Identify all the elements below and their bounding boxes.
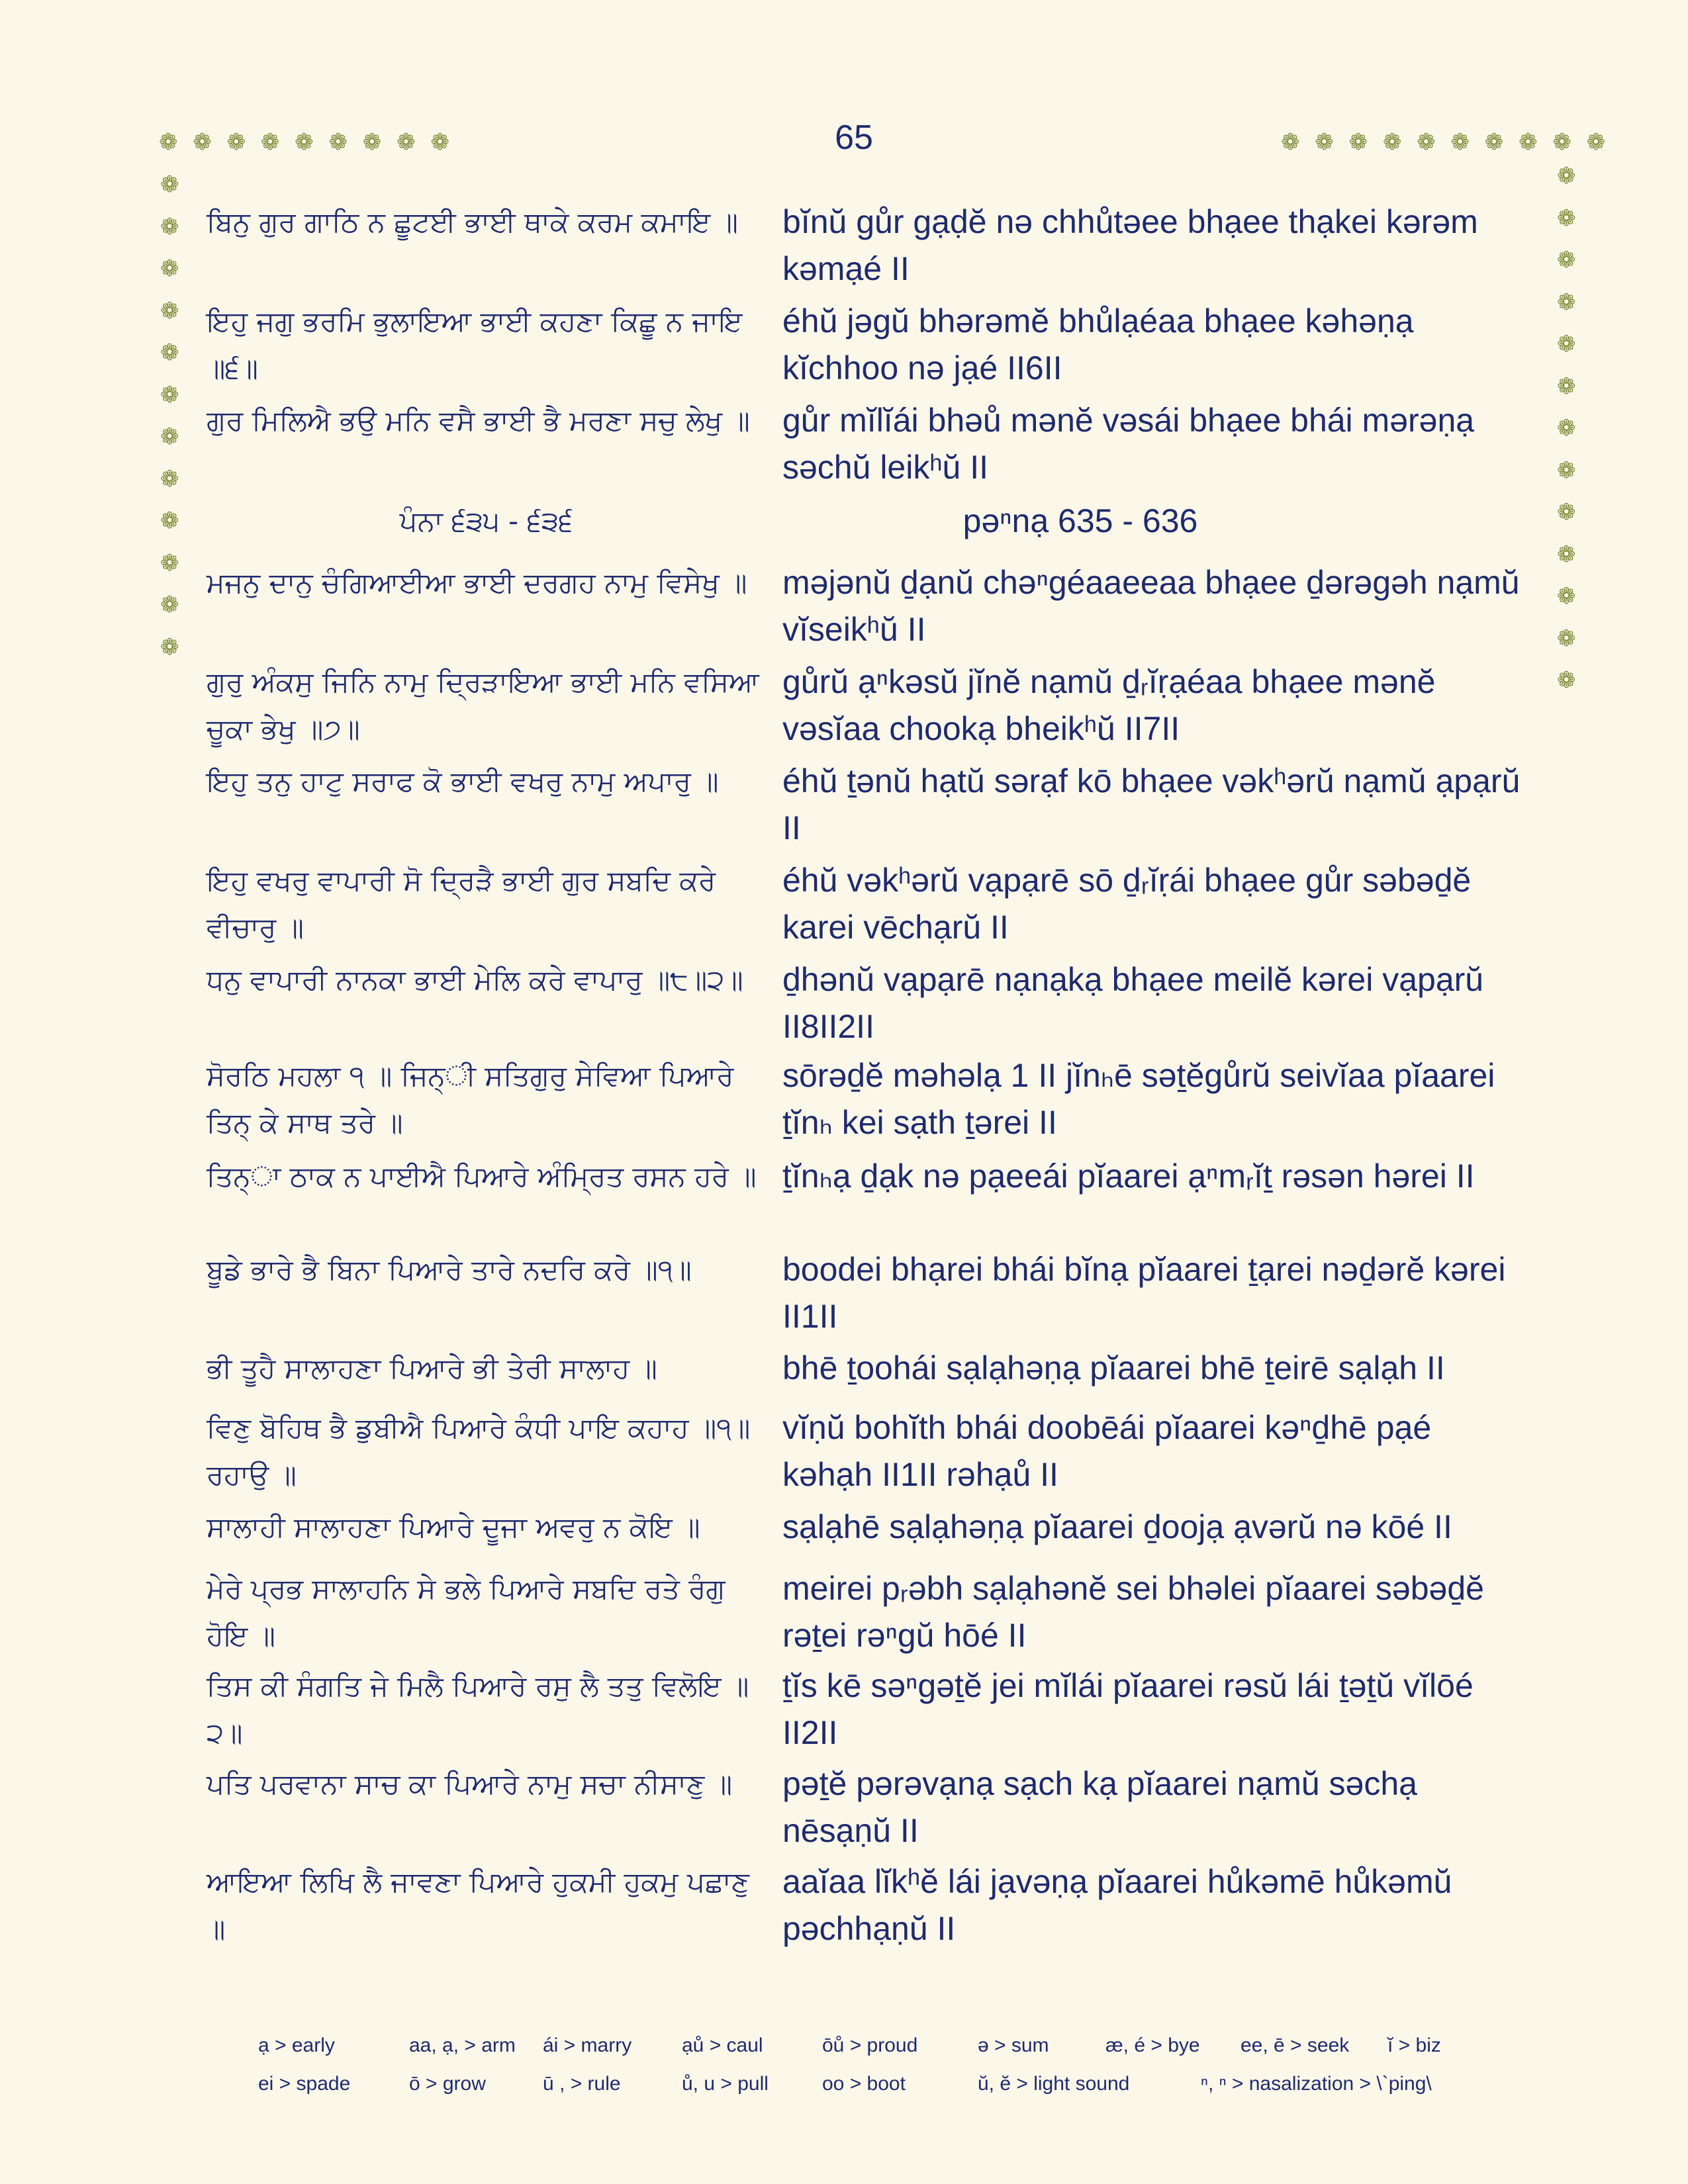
- legend-item: ū , > rule: [543, 2073, 621, 2095]
- legend-item: ů, u > pull: [682, 2073, 769, 2095]
- verse-line: [207, 758, 1530, 846]
- gurmukhi-text: ਧਨੁ ਵਾਪਾਰੀ ਨਾਨਕਾ ਭਾਈ ਮੇਲਿ ਕਰੇ ਵਾਪਾਰੁ ॥੮॥੨॥: [207, 964, 743, 996]
- transliteration-text: ṯĭs kē səⁿgəṯĕ jei mĭlái pĭaarei rəsŭ lái ṯəṯŭ vĭlōé II2II: [782, 1667, 1483, 1751]
- transliteration-text: pəṯĕ pərəvạnạ sạch kạ pĭaarei nạmŭ səchạ nēsạṇŭ II: [782, 1765, 1427, 1849]
- verse-line: [207, 1565, 1530, 1659]
- transliteration-text: vĭṇŭ bohĭth bhái doobēái pĭaarei kəⁿḏhē pạé kəhạh II1II rəhạů II: [782, 1409, 1441, 1493]
- gurmukhi-page-reference: ਪੰਨਾ ੬੩੫ - ੬੩੬: [399, 505, 573, 537]
- transliteration-text: ḏhənŭ vạpạrē nạnạkạ bhạee meilĕ kərei vạpạrŭ II8II2II: [782, 961, 1493, 1045]
- legend-item: æ, é > bye: [1105, 2034, 1200, 2056]
- flower-icon: ❁: [160, 255, 179, 282]
- flower-icon: ❁: [160, 592, 179, 618]
- gurmukhi-text: ਮਜਨੁ ਦਾਨੁ ਚੰਗਿਆਈਆ ਭਾਈ ਦਰਗਹ ਨਾਮੁ ਵਿਸੇਖੁ ॥: [207, 567, 747, 599]
- left-ornament-column: [160, 164, 179, 668]
- verse-line: [207, 1504, 1530, 1551]
- legend-item: ạů > caul: [682, 2034, 763, 2056]
- verse-line: [207, 1345, 1530, 1392]
- flower-icon: ❁: [160, 381, 179, 408]
- flower-icon: ❁: [1557, 541, 1576, 568]
- verse-line: [207, 1052, 1530, 1146]
- verse-line: [207, 1858, 1530, 1952]
- legend-item: ə > sum: [978, 2034, 1049, 2056]
- gurmukhi-text: ਬਿਨੁ ਗੁਰ ਗਾਠਿ ਨ ਛੂਟਈ ਭਾਈ ਥਾਕੇ ਕਰਮ ਕਮਾਇ ॥: [207, 206, 738, 238]
- transliteration-text: meirei pᵣəbh sạlạhənĕ sei bhəlei pĭaarei səbəḏĕ rəṯei rəⁿgŭ hōé II: [782, 1570, 1493, 1654]
- gurmukhi-text: ਭੀ ਤੂਹੈ ਸਾਲਾਹਣਾ ਪਿਆਰੇ ਭੀ ਤੇਰੀ ਸਾਲਾਹ ॥: [207, 1352, 657, 1385]
- transliteration-text: sạlạhē sạlạhəṇạ pĭaarei ḏoojạ ạvərŭ nə kōé II: [782, 1508, 1452, 1545]
- legend-item: aa, ạ, > arm: [409, 2034, 516, 2056]
- transliteration-text: éhŭ vəkʰərŭ vạpạrē sō ḏᵣĭṛái bhạee gůr səbəḏĕ karei vēchạrŭ II: [782, 862, 1481, 946]
- transliteration-text: bĭnŭ gůr gạḍĕ nə chhůtəee bhạee thạkei kərəm kəmạé II: [782, 203, 1487, 287]
- gurmukhi-text: ਸੋਰਠਿ ਮਹਲਾ ੧ ॥ ਜਿਨ੍ੀ ਸਤਿਗੁਰੁ ਸੇਵਿਆ ਪਿਆਰੇ ਤਿਨ੍ ਕੇ ਸਾਥ ਤਰੇ ॥: [207, 1060, 743, 1139]
- verse-line: [207, 1246, 1530, 1335]
- flower-icon: ❁: [160, 340, 179, 366]
- gurmukhi-text: ਇਹੁ ਤਨੁ ਹਾਟੁ ਸਰਾਫ ਕੋ ਭਾਈ ਵਖਰੁ ਨਾਮੁ ਅਪਾਰੁ ॥: [207, 765, 719, 797]
- gurmukhi-text: ਵਿਣੁ ਬੋਹਿਥ ਭੈ ਡੁਬੀਐ ਪਿਆਰੇ ਕੰਧੀ ਪਾਇ ਕਹਾਹ ॥੧॥ ਰਹਾਉ ॥: [207, 1412, 759, 1491]
- verse-line: [207, 659, 1530, 752]
- gurmukhi-text: ਮੇਰੇ ਪ੍ਰਭ ਸਾਲਾਹਨਿ ਸੇ ਭਲੇ ਪਿਆਰੇ ਸਬਦਿ ਰਤੇ ਰੰਗੁ ਹੋਇ ॥: [207, 1572, 734, 1652]
- page-number: 65: [835, 118, 873, 157]
- flower-icon: ❁: [1557, 583, 1576, 610]
- verse-line: [207, 1662, 1530, 1756]
- flower-icon: ❁: [1557, 205, 1576, 232]
- transliteration-text: ṯĭnₕạ ḏạk nə pạeeái pĭaarei ạⁿmᵣĭṯ rəsən hərei II: [782, 1158, 1475, 1195]
- flower-icon: ❁: [160, 297, 179, 324]
- legend-item: ei > spade: [258, 2073, 351, 2095]
- flower-icon: ❁: [1557, 457, 1576, 484]
- legend-item: ŭ, ĕ > light sound: [978, 2073, 1130, 2095]
- flower-icon: ❁: [160, 508, 179, 534]
- legend-item: oo > boot: [822, 2073, 906, 2095]
- flower-icon: ❁: [160, 424, 179, 450]
- flower-icon: ❁: [160, 171, 179, 198]
- flower-icon: ❁: [1557, 289, 1576, 316]
- flower-icon: ❁: [1557, 499, 1576, 525]
- verse-line: [207, 1153, 1530, 1200]
- verse-line: [207, 857, 1530, 951]
- verse-line: [207, 1760, 1530, 1849]
- transliteration-text: boodei bhạrei bhái bĭnạ pĭaarei ṯạrei nəḏərĕ kərei II1II: [782, 1251, 1515, 1335]
- transliteration-text: gůrŭ ạⁿkəsŭ jĭnĕ nạmŭ ḏᵣĭṛạéaa bhạee mənĕ vəsĭaa chookạ bheikʰŭ II7II: [782, 663, 1445, 747]
- gurmukhi-text: ਤਿਨ੍ਾ ਠਾਕ ਨ ਪਾਈਐ ਪਿਆਰੇ ਅੰਮ੍ਰਿਤ ਰਸਨ ਹਰੇ ॥: [207, 1160, 757, 1193]
- transliteration-text: aaĭaa lĭkʰĕ lái jạvəṇạ pĭaarei hůkəmē hůkəmŭ pəchhạṇŭ II: [782, 1863, 1462, 1947]
- flower-icon: ❁: [1557, 331, 1576, 357]
- transliteration-page-reference: pəⁿnạ 635 - 636: [962, 502, 1198, 539]
- flower-icon: ❁: [160, 633, 179, 660]
- transliteration-text: bhē ṯoohái sạlạhəṇạ pĭaarei bhē ṯeirē sạlạh II: [782, 1349, 1445, 1387]
- legend-item: ⁿ, ⁿ > nasalization > \`ping\: [1201, 2073, 1432, 2095]
- legend-item: ái > marry: [543, 2034, 632, 2056]
- gurmukhi-text: ਇਹੁ ਜਗੁ ਭਰਮਿ ਭੁਲਾਇਆ ਭਾਈ ਕਹਣਾ ਕਿਛੂ ਨ ਜਾਇ ॥੬॥: [207, 305, 751, 385]
- gurmukhi-text: ਗੁਰ ਮਿਲਿਐ ਭਉ ਮਨਿ ਵਸੈ ਭਾਈ ਭੈ ਮਰਣਾ ਸਚੁ ਲੇਖੁ ॥: [207, 404, 750, 437]
- verse-line: [207, 298, 1530, 392]
- flower-icon: ❁: [1557, 373, 1576, 400]
- page-reference-line: [207, 498, 1530, 545]
- transliteration-text: éhŭ jəgŭ bhərəmĕ bhůlạéaa bhạee kəhəṇạ kĭchhoo nə jạé II6II: [782, 302, 1423, 387]
- flower-icon: ❁: [1557, 415, 1576, 441]
- flower-icon: ❁: [160, 465, 179, 492]
- verse-line: [207, 1404, 1530, 1498]
- legend-item: ōů > proud: [822, 2034, 918, 2056]
- legend-item: ạ > early: [258, 2034, 335, 2056]
- top-right-ornament: ❁ ❁ ❁ ❁ ❁ ❁ ❁ ❁ ❁ ❁: [1281, 129, 1610, 156]
- transliteration-text: éhŭ ṯənŭ hạtŭ sərạf kō bhạee vəkʰərŭ nạmŭ ạpạrŭ II: [782, 762, 1530, 846]
- verse-line: [207, 397, 1530, 486]
- gurmukhi-text: ਗੁਰੁ ਅੰਕਸੁ ਜਿਨਿ ਨਾਮੁ ਦ੍ਰਿੜਾਇਆ ਭਾਈ ਮਨਿ ਵਸਿਆ ਚੂਕਾ ਭੇਖੁ ॥੭॥: [207, 666, 769, 745]
- right-ornament-column: [1557, 156, 1576, 702]
- flower-icon: ❁: [1557, 163, 1576, 189]
- transliteration-text: məjənŭ ḏạnŭ chəⁿgéaaeeaa bhạee ḏərəgəh nạmŭ vĭseikʰŭ II: [782, 564, 1529, 648]
- top-left-ornament: ❁ ❁ ❁ ❁ ❁ ❁ ❁ ❁ ❁: [159, 129, 453, 156]
- flower-icon: ❁: [160, 549, 179, 576]
- gurmukhi-text: ਪਤਿ ਪਰਵਾਨਾ ਸਾਚ ਕਾ ਪਿਆਰੇ ਨਾਮੁ ਸਚਾ ਨੀਸਾਣੁ ॥: [207, 1768, 733, 1800]
- gurmukhi-text: ਆਇਆ ਲਿਖਿ ਲੈ ਜਾਵਣਾ ਪਿਆਰੇ ਹੁਕਮੀ ਹੁਕਮੁ ਪਛਾਣੁ ॥: [207, 1866, 759, 1945]
- legend-item: ĭ > biz: [1387, 2034, 1441, 2056]
- gurmukhi-text: ਤਿਸ ਕੀ ਸੰਗਤਿ ਜੇ ਮਿਲੈ ਪਿਆਰੇ ਰਸੁ ਲੈ ਤਤੁ ਵਿਲੋਇ ॥੨॥: [207, 1670, 749, 1749]
- gurmukhi-text: ਇਹੁ ਵਖਰੁ ਵਾਪਾਰੀ ਸੋ ਦ੍ਰਿੜੈ ਭਾਈ ਗੁਰ ਸਬਦਿ ਕਰੇ ਵੀਚਾਰੁ ॥: [207, 864, 725, 944]
- gurmukhi-text: ਸਾਲਾਹੀ ਸਾਲਾਹਣਾ ਪਿਆਰੇ ਦੂਜਾ ਅਵਰੁ ਨ ਕੋਇ ॥: [207, 1511, 700, 1543]
- flower-icon: ❁: [1557, 247, 1576, 273]
- verse-line: [207, 199, 1530, 287]
- flower-icon: ❁: [160, 213, 179, 240]
- flower-icon: ❁: [1557, 625, 1576, 652]
- transliteration-text: gůr mĭlĭái bhəů mənĕ vəsái bhạee bhái mərəṇạ səchŭ leikʰŭ II: [782, 402, 1483, 486]
- transliteration-text: sōrəḏĕ məhəlạ 1 II jĭnₕē səṯĕgůrŭ seivĭaa pĭaarei ṯĭnₕ kei sạth ṯərei II: [782, 1057, 1505, 1141]
- verse-line: [207, 559, 1530, 648]
- legend-item: ee, ē > seek: [1241, 2034, 1350, 2056]
- verse-line: [207, 956, 1530, 1045]
- gurmukhi-text: ਬੂਡੇ ਭਾਰੇ ਭੈ ਬਿਨਾ ਪਿਆਰੇ ਤਾਰੇ ਨਦਰਿ ਕਰੇ ॥੧॥: [207, 1253, 692, 1286]
- flower-icon: ❁: [1557, 667, 1576, 694]
- legend-item: ō > grow: [409, 2073, 486, 2095]
